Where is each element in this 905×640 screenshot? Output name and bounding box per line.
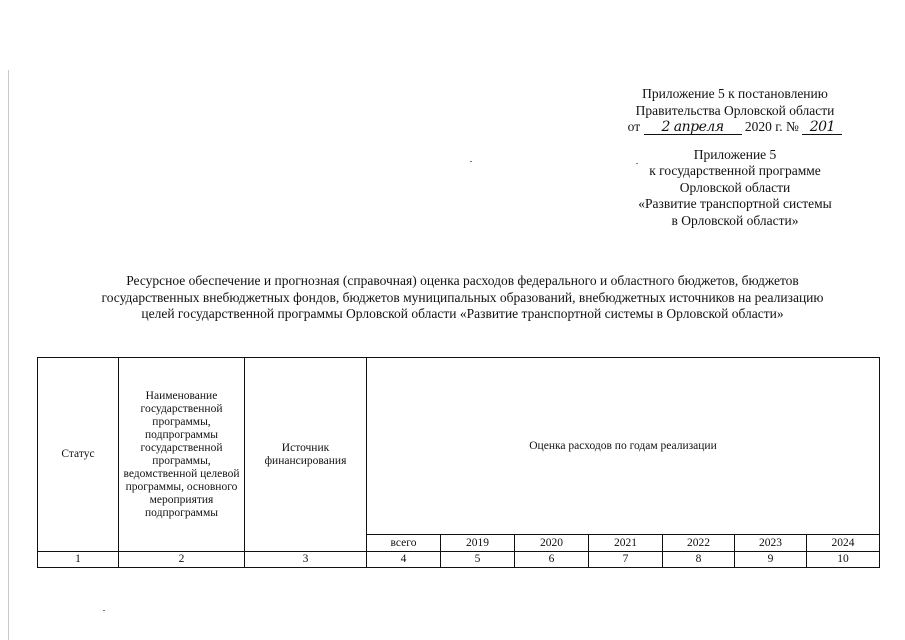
budget-table xyxy=(37,357,880,568)
table-column-numbers-row xyxy=(38,552,880,568)
year-cell: 2020 xyxy=(515,535,589,552)
appendix-date-line xyxy=(560,119,905,136)
handwritten-date: 2 апреля xyxy=(644,120,742,135)
scan-edge-line xyxy=(8,70,9,640)
header-funding-source: Источник финансирования xyxy=(245,358,367,552)
column-number: 6 xyxy=(515,552,589,568)
column-number: 7 xyxy=(589,552,663,568)
scan-speck xyxy=(470,161,472,162)
appendix2-line-4: «Развитие транспортной системы xyxy=(638,196,832,211)
appendix-line-1: Приложение 5 к постановлению xyxy=(642,86,828,101)
year-cell: 2022 xyxy=(663,535,735,552)
column-number: 9 xyxy=(735,552,807,568)
column-number: 3 xyxy=(245,552,367,568)
appendix2-line-2: к государственной программе xyxy=(649,163,821,178)
title-line-3: целей государственной программы Орловской области «Развитие транспортной системы в Орловской области» xyxy=(141,306,784,321)
appendix2-line-5: в Орловской области» xyxy=(671,212,799,228)
column-number: 4 xyxy=(367,552,441,568)
header-cost-estimate: Оценка расходов по годам реализации xyxy=(367,358,880,535)
year-cell: 2019 xyxy=(441,535,515,552)
header-status: Статус xyxy=(38,358,119,552)
column-number: 1 xyxy=(38,552,119,568)
date-year: 2020 г. № xyxy=(744,119,799,134)
appendix2-line-1: Приложение 5 xyxy=(693,146,777,162)
appendix2-line-3: Орловской области xyxy=(679,179,791,195)
appendix-line-2: Правительства Орловской области xyxy=(635,102,835,118)
column-number: 2 xyxy=(119,552,245,568)
title-line-2: государственных внебюджетных фондов, бюджетов муниципальных образований, внебюджетных источников на реализацию xyxy=(101,289,824,305)
appendix-header xyxy=(560,86,905,229)
scan-speck xyxy=(103,610,105,611)
document-title xyxy=(20,273,905,323)
handwritten-number: 201 xyxy=(802,120,842,135)
table-header-row xyxy=(38,358,880,535)
header-program-name: Наименование государственной программы, подпрограммы государственной программы, ведомственной целевой программы, основного мероприятия подпрограммы xyxy=(119,358,245,552)
column-number: 10 xyxy=(807,552,880,568)
year-cell: всего xyxy=(367,535,441,552)
column-number: 5 xyxy=(441,552,515,568)
year-cell: 2021 xyxy=(589,535,663,552)
year-cell: 2023 xyxy=(735,535,807,552)
year-cell: 2024 xyxy=(807,535,880,552)
title-line-1: Ресурсное обеспечение и прогнозная (справочная) оценка расходов федерального и областного бюджетов, бюджетов xyxy=(126,273,799,288)
column-number: 8 xyxy=(663,552,735,568)
date-prefix: от xyxy=(627,119,641,134)
